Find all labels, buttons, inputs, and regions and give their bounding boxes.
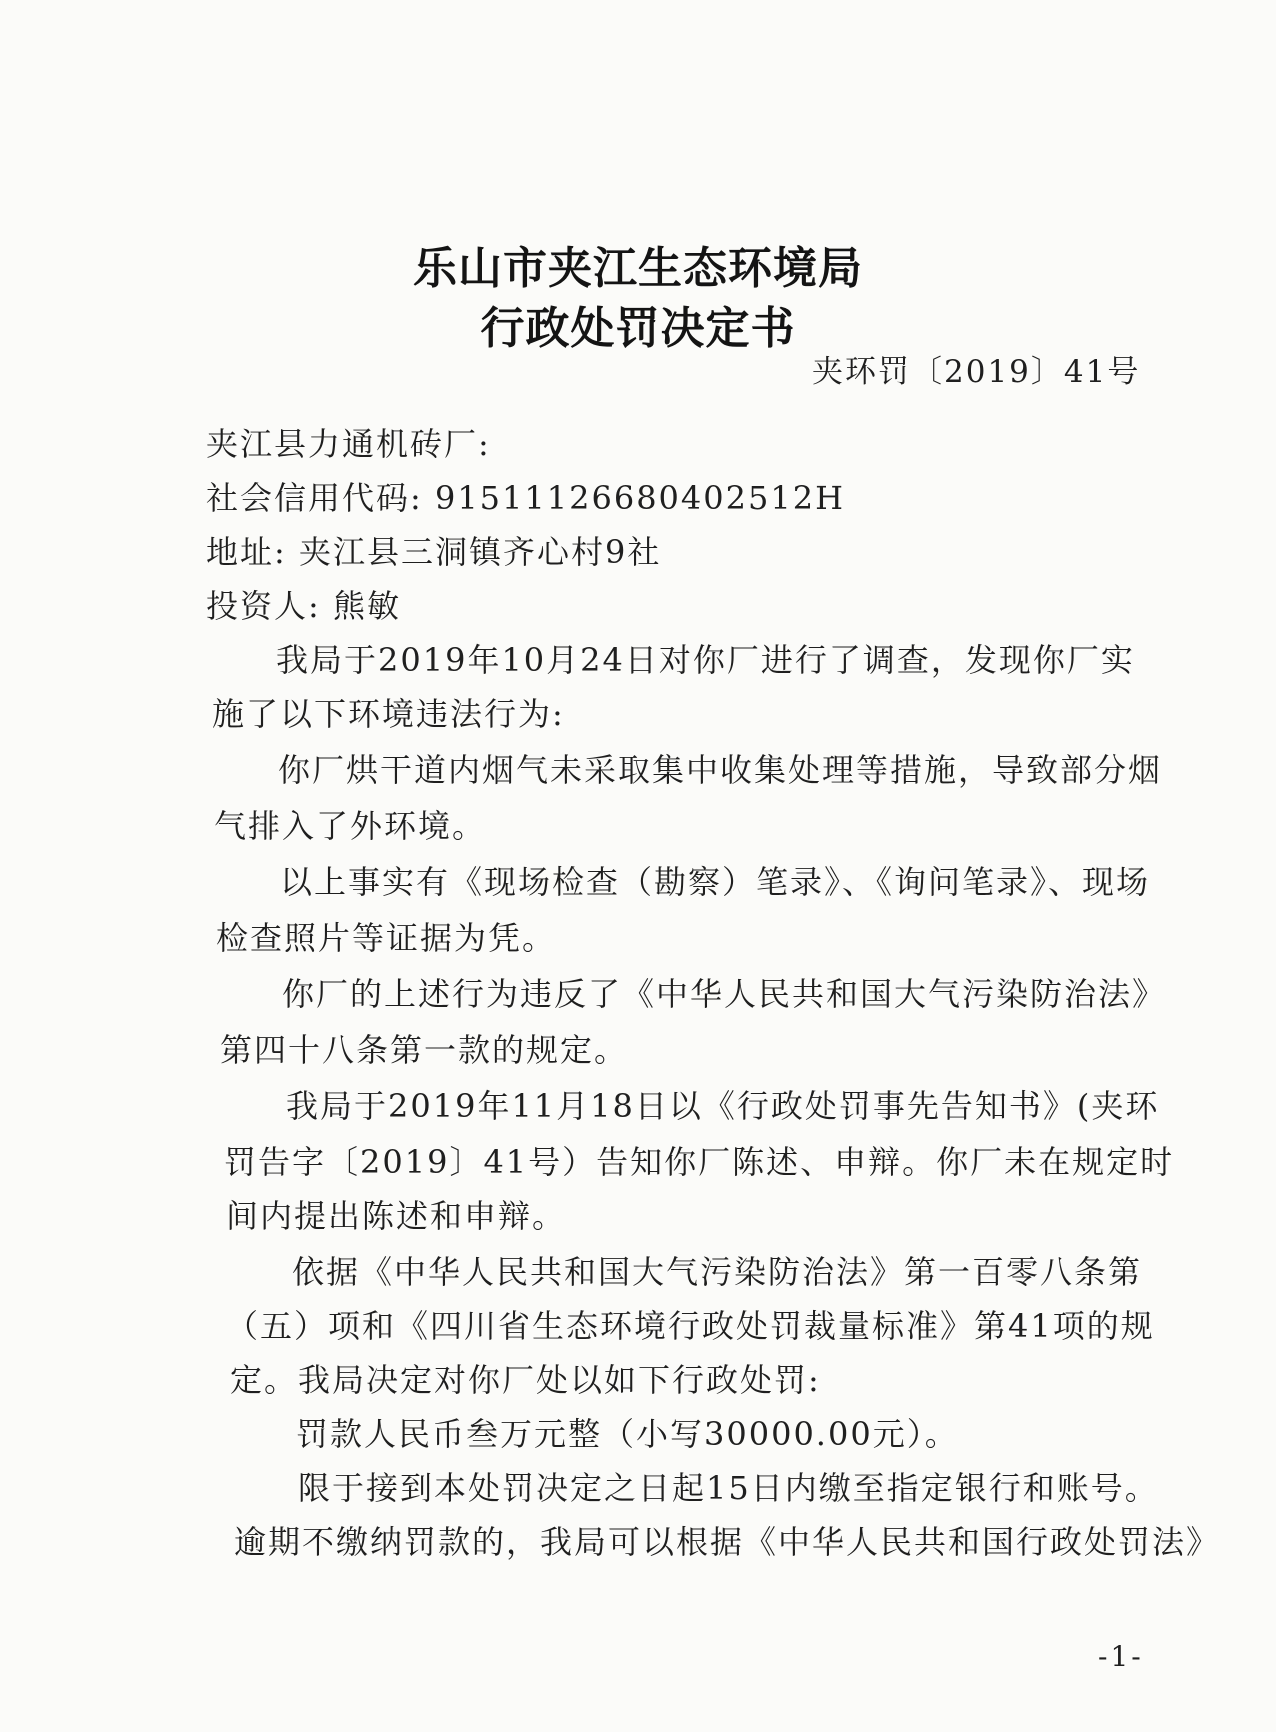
credit-code: 社会信用代码: 91511126680402512H xyxy=(206,479,845,517)
body-line: 间内提出陈述和申辩。 xyxy=(226,1197,567,1235)
body-line: 逾期不缴纳罚款的，我局可以根据《中华人民共和国行政处罚法》 xyxy=(234,1523,1221,1561)
document-title-agency: 乐山市夹江生态环境局 xyxy=(413,243,863,294)
body-line: 第四十八条第一款的规定。 xyxy=(220,1031,629,1069)
page-number: -1- xyxy=(1098,1640,1144,1673)
body-line: 你厂烘干道内烟气未采取集中收集处理等措施，导致部分烟 xyxy=(278,751,1163,789)
body-line: 检查照片等证据为凭。 xyxy=(216,919,557,957)
body-line: 限于接到本处罚决定之日起15日内缴至指定银行和账号。 xyxy=(298,1469,1159,1507)
body-line: 依据《中华人民共和国大气污染防治法》第一百零八条第 xyxy=(292,1253,1143,1291)
body-line: 以上事实有《现场检查（勘察）笔录》、《询问笔录》、现场 xyxy=(280,863,1151,901)
document-number: 夹环罚〔2019〕41号 xyxy=(812,354,1141,390)
document-title-type: 行政处罚决定书 xyxy=(480,303,796,354)
body-line: 我局于2019年10月24日对你厂进行了调查，发现你厂实 xyxy=(276,641,1135,679)
body-line: 罚告字〔2019〕41号）告知你厂陈述、申辩。你厂未在规定时 xyxy=(224,1143,1175,1181)
body-line: （五）项和《四川省生态环境行政处罚裁量标准》第41项的规 xyxy=(226,1307,1155,1345)
body-line: 定。我局决定对你厂处以如下行政处罚: xyxy=(230,1361,821,1399)
investor: 投资人: 熊敏 xyxy=(206,587,401,625)
body-line: 施了以下环境违法行为: xyxy=(212,695,565,733)
addressee: 夹江县力通机砖厂: xyxy=(206,425,491,463)
body-line: 我局于2019年11月18日以《行政处罚事先告知书》(夹环 xyxy=(286,1087,1160,1125)
body-line: 气排入了外环境。 xyxy=(214,807,487,845)
address: 地址: 夹江县三洞镇齐心村9社 xyxy=(206,533,662,571)
body-line: 你厂的上述行为违反了《中华人民共和国大气污染防治法》 xyxy=(282,975,1167,1013)
penalty-amount: 罚款人民币叁万元整（小写30000.00元）。 xyxy=(296,1415,959,1453)
